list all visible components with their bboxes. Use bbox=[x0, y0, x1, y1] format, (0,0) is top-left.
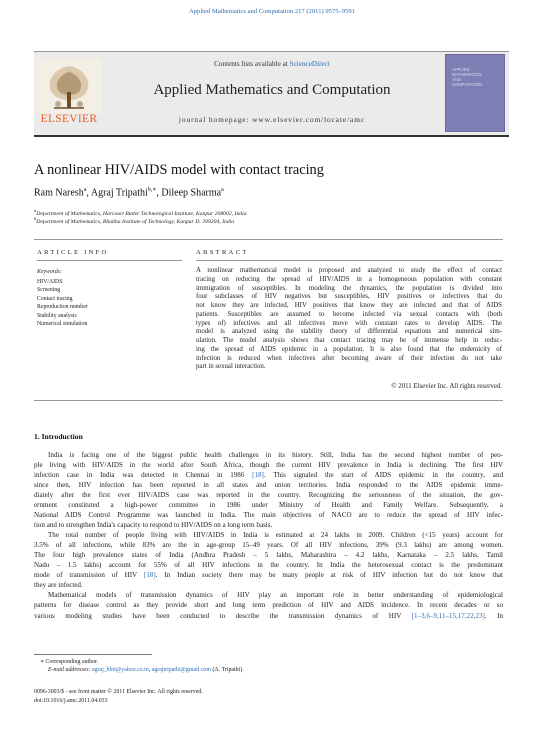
section-rule bbox=[34, 239, 503, 240]
citation-link[interactable]: [18] bbox=[252, 471, 264, 480]
introduction-body bbox=[34, 450, 503, 621]
body-text-segment: The four high prevalence states of India (Andhra Pradesh – 5 lakhs, Maharashtra – 4.2 lakhs, Karnataka – 2.5 lakhs, Tamil bbox=[34, 551, 503, 560]
keyword: Stability analysis bbox=[37, 312, 77, 319]
keywords-label: Keywords: bbox=[37, 269, 62, 275]
abstract-line: ulation. The model analysis shows that contact tracing may be of immense help in reduc- bbox=[196, 337, 502, 345]
cover-text-line: MATHEMATICS bbox=[452, 72, 482, 77]
author-list: Ram Naresh$^a$, Agraj Tripathi$^{b,∗}$, Dileep Sharma$^a$ bbox=[34, 187, 224, 199]
body-line bbox=[34, 480, 503, 490]
contents-line bbox=[134, 60, 410, 68]
body-text-segment: ernment constituted a high-power committee in 1986 under Ministry of Health and Family Welfare. Subsequently, a bbox=[34, 501, 503, 510]
abstract-body bbox=[196, 267, 502, 372]
body-line bbox=[34, 520, 503, 530]
email-label: E-mail addresses: bbox=[48, 667, 92, 673]
body-text-segment: mode of transmission of HIV bbox=[34, 571, 144, 580]
publisher-logo-text: ELSEVIER bbox=[40, 113, 98, 125]
body-line bbox=[34, 510, 503, 520]
abstract-line: types of) infectives and all infectives move with constant rates to develop AIDS. The bbox=[196, 319, 502, 327]
elsevier-tree-icon bbox=[36, 58, 102, 114]
keyword: Reproduction number bbox=[37, 304, 88, 311]
body-line bbox=[34, 580, 503, 590]
corresponding-author-note: ∗ Corresponding author. bbox=[40, 659, 99, 665]
body-line bbox=[34, 500, 503, 510]
body-line bbox=[34, 450, 503, 460]
cover-text-line: AND bbox=[452, 77, 461, 82]
journal-homepage bbox=[134, 115, 410, 124]
abstract-line: not know they are infected, HIV positives that know they are infected and that of AIDS bbox=[196, 302, 502, 310]
affiliation-text: Department of Mathematics, Harcourt Butler Technological Institute, Kanpur 208002, India bbox=[36, 210, 247, 217]
body-text-segment: various modeling studies have been conducted to describe the transmission dynamics of HIV bbox=[34, 611, 412, 620]
journal-cover-thumbnail[interactable] bbox=[445, 54, 505, 132]
body-text-segment: since then, HIV infection has been reported in all states and union territories. India responded to the AIDS epidemic imme- bbox=[34, 481, 503, 490]
email-link[interactable]: agrajtripathi@gmail.com bbox=[151, 667, 211, 673]
abstract-line: infection is reduced when infectives after becoming aware of their infection do not take bbox=[196, 354, 502, 362]
author-name[interactable]: Agraj Tripathi bbox=[90, 187, 148, 199]
email-link[interactable]: agraj_hbti@yahoo.co.in bbox=[91, 667, 149, 673]
abstract-line: four subclasses of HIV negatives but susceptibles, HIV positives or infectives that do bbox=[196, 293, 502, 301]
citation-link[interactable]: [1–3,6–9,11–15,17,22,23] bbox=[411, 611, 485, 620]
keyword: Contact tracing bbox=[37, 295, 73, 302]
body-text-segment: patterns for disease control as they provide short and long term prediction of HIV and AIDS incidence. In recent decades or so bbox=[34, 601, 503, 610]
issn-line: 0096-3003/$ - see front matter © 2011 Elsevier Inc. All rights reserved. bbox=[34, 689, 203, 695]
affiliation-text: Department of Mathematics, Bhabha Institute of Technology, Kanpur D. 209204, India bbox=[36, 218, 235, 225]
abstract-line: A nonlinear mathematical model is proposed and analyzed to study the effect of contact bbox=[196, 267, 502, 274]
abstract-line: model is analyzed using the stability theory of differential equations and numerical sim- bbox=[196, 328, 502, 336]
abstract-line: immigration of susceptibles. In modeling the dynamics, the population is divided into bbox=[196, 284, 502, 292]
affiliation-mark: a bbox=[34, 208, 37, 213]
author-name[interactable]: Ram Naresh bbox=[34, 187, 84, 199]
body-text-segment: . In Indian society there may be many people at risk of HIV infection but do not know that bbox=[155, 571, 503, 580]
cover-text-line: APPLIED bbox=[452, 67, 470, 72]
body-text-segment: 3.5% of all infections, while 83% are the in age-group 15–49 years. Of all HIV infections, 39% (9.3 lakhs) are among women. bbox=[34, 541, 503, 550]
contents-prefix: Contents lists available at bbox=[214, 60, 290, 68]
body-line bbox=[34, 460, 503, 470]
journal-citation[interactable]: Applied Mathematics and Computation 217 (2011) 9575–9591 bbox=[188, 8, 356, 15]
abstract-line: tracing on reducing the spread of HIV/AIDS in a homogeneous population with constant bbox=[196, 275, 502, 283]
body-text-segment: tion and to strengthen India's capacity to respond to HIV/AIDS on a long term basis. bbox=[34, 521, 273, 530]
homepage-link[interactable]: www.elsevier.com/locate/amc bbox=[252, 115, 366, 124]
affiliation-mark: b bbox=[34, 216, 37, 221]
doi-line[interactable]: doi:10.1016/j.amc.2011.04.033 bbox=[34, 698, 108, 704]
body-text-segment: Nadu – 1.5 lakhs) account for 55% of all HIV infections in the country. In India the heterosexual contact is the predominant bbox=[34, 561, 503, 570]
body-line bbox=[34, 540, 503, 550]
body-text-segment: infection case in India was detected in Chennai in 1986 bbox=[34, 471, 253, 480]
section-heading-introduction: 1. Introduction bbox=[34, 432, 83, 441]
cover-text-line: COMPUTATION bbox=[452, 82, 483, 87]
body-line bbox=[34, 611, 503, 621]
body-line bbox=[34, 590, 503, 600]
section-rule bbox=[34, 400, 503, 401]
author-affil-mark: b,∗ bbox=[147, 187, 157, 193]
body-text-segment: diately after the first ever HIV/AIDS case was reported in the country. Recognizing the seriousness of the situation, the gov- bbox=[34, 491, 503, 500]
body-text-segment: The total number of people living with HIV/AIDS in India is estimated at 24 lakhs in 2009. Children (<15 years) account for bbox=[48, 531, 503, 540]
article-info-heading: ARTICLE INFO bbox=[37, 249, 109, 256]
homepage-prefix: journal homepage: bbox=[178, 115, 253, 124]
abstract-line: patients. Susceptibles are assumed to become infected via sexual contacts with (both bbox=[196, 310, 502, 318]
body-line bbox=[34, 530, 503, 540]
keyword: Screening bbox=[37, 287, 61, 294]
email-suffix: (A. Tripathi). bbox=[210, 667, 244, 673]
article-title: A nonlinear HIV/AIDS model with contact tracing bbox=[34, 162, 324, 178]
affiliation bbox=[34, 216, 234, 225]
cover-text bbox=[452, 67, 482, 87]
keyword: HIV/AIDS bbox=[37, 279, 63, 285]
abstract-heading: ABSTRACT bbox=[196, 249, 249, 256]
citation-link[interactable]: [18] bbox=[143, 571, 156, 580]
header-bottom-rule bbox=[34, 135, 509, 137]
body-line bbox=[34, 550, 503, 560]
author-name[interactable]: Dileep Sharma bbox=[161, 187, 222, 199]
keyword: Numerical simulation bbox=[37, 321, 88, 328]
copyright-notice: © 2011 Elsevier Inc. All rights reserved. bbox=[391, 383, 502, 390]
body-text-segment: National AIDS Control Programme was launched in India. The main objectives of NACO are to reduce the spread of HIV infec- bbox=[34, 511, 503, 520]
article-info-rule bbox=[37, 260, 182, 261]
author-affil-mark: a bbox=[83, 187, 87, 193]
body-text-segment: they are infected. bbox=[34, 581, 83, 590]
body-line bbox=[34, 560, 503, 570]
body-line bbox=[34, 470, 503, 480]
body-text-segment: ple living with HIV/AIDS in the world after South Africa, though the current HIV prevalence in India is declining. The first HIV bbox=[34, 461, 503, 470]
abstract-line: part in sexual interaction. bbox=[196, 363, 266, 371]
abstract-line: ing the spread of AIDS epidemic in a population. It is also found that the endemicity of bbox=[196, 345, 502, 353]
body-text-segment: India is facing one of the biggest public health challenges in its history. Still, India has the second highest number of peo- bbox=[48, 451, 503, 459]
body-text-segment: Mathematical models of transmission dynamics of HIV play an important role in better understanding of epidemiological bbox=[48, 591, 503, 600]
body-text-segment: . This signaled the start of AIDS epidemic in the country, and bbox=[263, 471, 503, 480]
footnote-rule bbox=[34, 654, 152, 655]
sciencedirect-link[interactable]: ScienceDirect bbox=[289, 60, 330, 68]
author-affil-mark: a bbox=[221, 187, 224, 193]
body-text-segment: . In bbox=[484, 611, 503, 620]
keywords-list bbox=[37, 278, 88, 328]
journal-title: Applied Mathematics and Computation bbox=[153, 82, 391, 98]
body-line bbox=[34, 600, 503, 610]
email-footnote bbox=[48, 667, 244, 673]
body-line bbox=[34, 570, 503, 580]
email-separator: , bbox=[148, 667, 152, 673]
body-line bbox=[34, 490, 503, 500]
abstract-rule bbox=[196, 260, 503, 261]
header-top-rule bbox=[34, 51, 509, 52]
